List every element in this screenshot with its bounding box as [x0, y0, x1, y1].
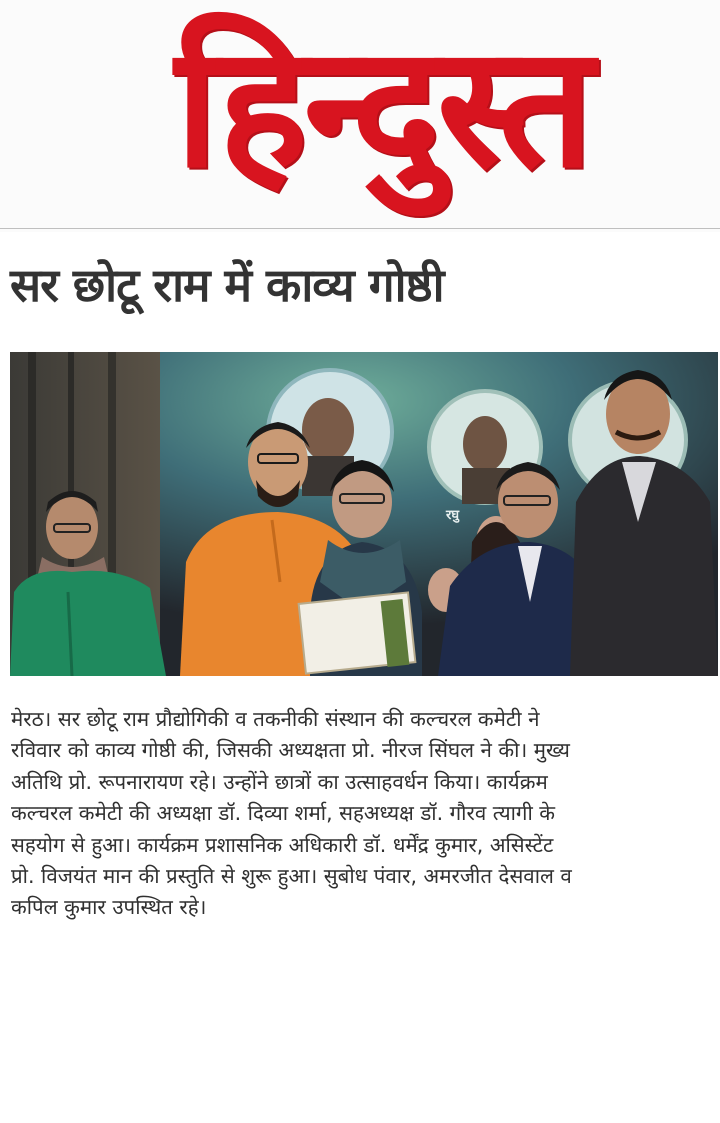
- masthead-divider: [0, 228, 720, 229]
- newspaper-masthead: [0, 0, 720, 232]
- event-photo-illustration: [10, 352, 718, 676]
- article-body-line: रविवार को काव्य गोष्ठी की, जिसकी अध्यक्षता प्रो. नीरज सिंघल ने की। मुख्य: [11, 738, 570, 763]
- article-body-line: सहयोग से हुआ। कार्यक्रम प्रशासनिक अधिकारी डॉ. धर्मेंद्र कुमार, असिस्टेंट: [11, 832, 554, 857]
- article-photo: [10, 352, 718, 676]
- certificate: [299, 592, 416, 673]
- article-body: [11, 704, 711, 924]
- article-body-line: प्रो. विजयंत मान की प्रस्तुति से शुरू हुआ। सुबोध पंवार, अमरजीत देसवाल व: [11, 864, 572, 889]
- article-body-line: मेरठ। सर छोटू राम प्रौद्योगिकी व तकनीकी संस्थान की कल्चरल कमेटी ने: [11, 707, 540, 731]
- masthead-logo-text: हिन्दुस्त: [175, 7, 590, 205]
- article-body-line: कपिल कुमार उपस्थित रहे।: [11, 895, 207, 920]
- article-headline: सर छोटू राम में काव्य गोष्ठी: [10, 258, 444, 312]
- banner-text-fragment: रघु: [446, 508, 460, 523]
- article-body-line: अतिथि प्रो. रूपनारायण रहे। उन्होंने छात्रों का उत्साहवर्धन किया। कार्यक्रम: [11, 769, 548, 794]
- article-body-line: कल्चरल कमेटी की अध्यक्षा डॉ. दिव्या शर्मा, सहअध्यक्ष डॉ. गौरव त्यागी के: [11, 801, 556, 826]
